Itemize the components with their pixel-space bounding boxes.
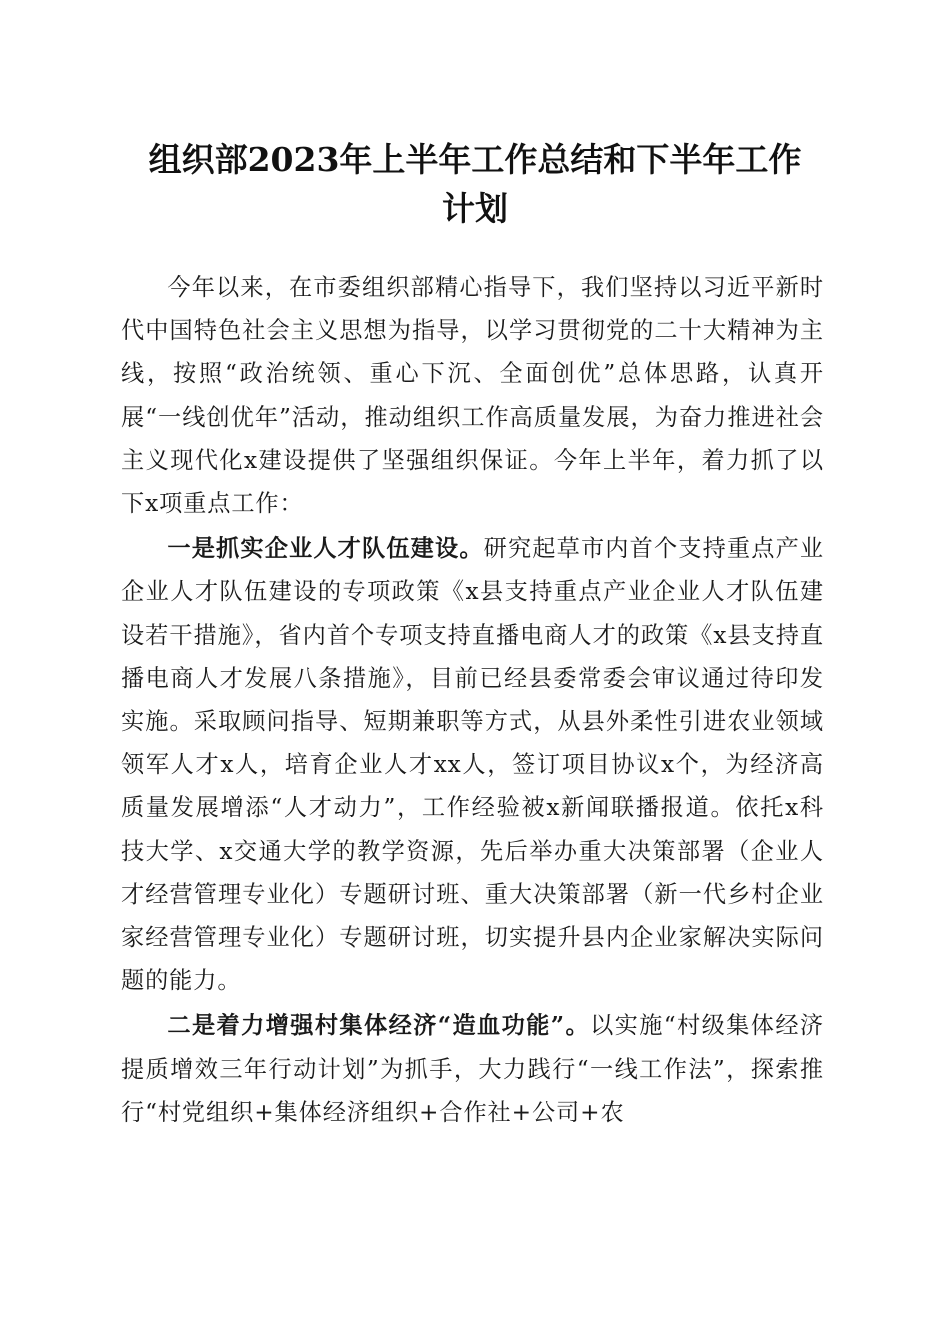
title-line-2: 计划 (442, 189, 508, 228)
section-two-heading: 二是着力增强村集体经济“造血功能”。 (167, 1012, 591, 1040)
paragraph-text: 今年以来，在市委组织部精心指导下，我们坚持以习近平新时代中国特色社会主义思想为指导，以学习贯彻党的二十大精神为主线，按照“政治统领、重心下沉、全面创优”总体思路，认真开展“一线创优年”活动，推动组织工作高质量发展，为奋力推进社会主义现代化x建设提供了坚强组织保证。今年上半年，着力抓了以下x项重点工作： (121, 274, 824, 518)
paragraph-text: 研究起草市内首个支持重点产业企业人才队伍建设的专项政策《x县支持重点产业企业人才队伍建设若干措施》，省内首个专项支持直播电商人才的政策《x县支持直播电商人才发展八条措施》，目前已经县委常委会审议通过待印发实施。采取顾问指导、短期兼职等方式，从县外柔性引进农业领域领军人才x人，培育企业人才xx人，签订项目协议x个，为经济高质量发展增添“人才动力”，工作经验被x新闻联播报道。依托x科技大学、x交通大学的教学资源，先后举办重大决策部署（企业人才经营管理专业化）专题研讨班、重大决策部署（新一代乡村企业家经营管理专业化）专题研讨班，切实提升县内企业家解决实际问题的能力。 (121, 535, 824, 995)
section-two-paragraph (121, 1004, 824, 1134)
section-one-paragraph (121, 527, 824, 1002)
title-line-1: 组织部2023年上半年工作总结和下半年工作 (148, 140, 802, 179)
document-body (121, 266, 824, 1134)
section-one-heading: 一是抓实企业人才队伍建设。 (167, 535, 484, 563)
paragraph-text: 以实施“村级集体经济提质增效三年行动计划”为抓手，大力践行“一线工作法”，探索推行“村党组织+集体经济组织+合作社+公司+农 (121, 1012, 824, 1126)
intro-paragraph (121, 266, 824, 525)
document-title (110, 135, 840, 233)
